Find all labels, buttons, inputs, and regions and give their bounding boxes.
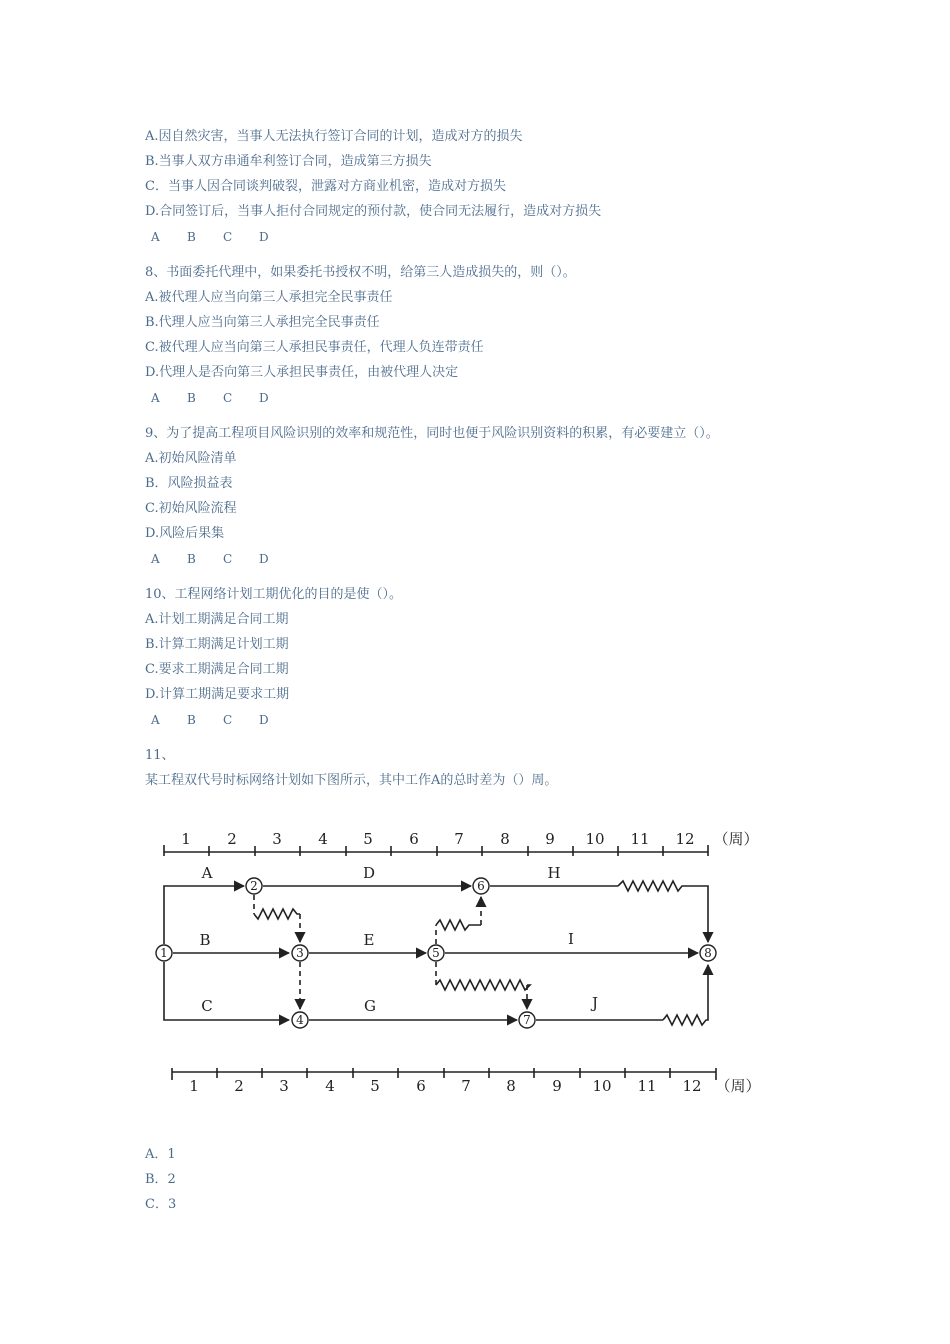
- q10-option-a: A.计划工期满足合同工期: [145, 612, 289, 627]
- node-1-label: 1: [160, 946, 168, 960]
- bottom-scale-label: 2: [234, 1077, 244, 1095]
- q9-choice-a[interactable]: A: [151, 552, 160, 566]
- q7-option-d: D.合同签订后，当事人拒付合同规定的预付款，使合同无法履行，造成对方损失: [145, 204, 602, 219]
- node-3-label: 3: [296, 946, 304, 960]
- network-diagram: [150, 822, 770, 1111]
- top-scale-label: 12: [675, 830, 695, 848]
- q7-choice-d[interactable]: D: [259, 230, 269, 244]
- q8-choice-row: [151, 390, 295, 406]
- node-6-label: 6: [477, 879, 485, 893]
- top-scale-label: 1: [181, 830, 191, 848]
- top-scale-label: 10: [585, 830, 605, 848]
- activity-b-label: B: [199, 931, 211, 949]
- q9-choice-row: [151, 551, 295, 567]
- q9-option-c: C.初始风险流程: [145, 501, 237, 516]
- activity-j-freefloat-wave: [663, 965, 708, 1025]
- node-2-label: 2: [250, 879, 258, 893]
- activity-i-label: I: [568, 930, 574, 948]
- q8-option-b: B.代理人应当向第三人承担完全民事责任: [145, 315, 380, 330]
- top-scale-label: 5: [363, 830, 373, 848]
- bottom-time-scale: [172, 1068, 716, 1080]
- q9-choice-b[interactable]: B: [187, 552, 196, 566]
- bottom-scale-label: 8: [506, 1077, 516, 1095]
- bottom-scale-label: 11: [637, 1077, 657, 1095]
- node-8-label: 8: [704, 946, 712, 960]
- activity-j-label: J: [591, 994, 599, 1012]
- q8-choice-d[interactable]: D: [259, 391, 269, 405]
- q11-option-c[interactable]: C．3: [145, 1197, 177, 1212]
- q8-choice-a[interactable]: A: [151, 391, 160, 405]
- q7-choice-b[interactable]: B: [187, 230, 196, 244]
- network-diagram-svg: [150, 822, 770, 1107]
- bottom-scale-label: 12: [682, 1077, 702, 1095]
- q9-option-a: A.初始风险清单: [145, 451, 237, 466]
- q8-choice-c[interactable]: C: [223, 391, 233, 405]
- bottom-scale-label: 6: [416, 1077, 426, 1095]
- dummy-5-6-wave: [436, 920, 481, 930]
- activity-h-label: H: [547, 864, 561, 882]
- q8-option-a: A.被代理人应当向第三人承担完全民事责任: [145, 290, 393, 305]
- bottom-scale-unit: （周）: [715, 1077, 761, 1095]
- q10-option-b: B.计算工期满足计划工期: [145, 637, 289, 652]
- top-scale-label: 3: [272, 830, 282, 848]
- q10-stem: 10、工程网络计划工期优化的目的是使（）。: [145, 587, 403, 602]
- node-7-label: 7: [523, 1013, 531, 1027]
- q10-choice-c[interactable]: C: [223, 713, 233, 727]
- top-scale-label: 6: [409, 830, 419, 848]
- q11-number: 11、: [145, 748, 175, 763]
- bottom-scale-label: 5: [370, 1077, 380, 1095]
- q7-choice-row: [151, 229, 295, 245]
- q11-stem: 某工程双代号时标网络计划如下图所示，其中工作A的总时差为（）周。: [145, 773, 558, 788]
- node-4-label: 4: [296, 1013, 304, 1027]
- q7-option-c: C．当事人因合同谈判破裂，泄露对方商业机密，造成对方损失: [145, 179, 506, 194]
- q10-choice-a[interactable]: A: [151, 713, 160, 727]
- q8-option-d: D.代理人是否向第三人承担民事责任，由被代理人决定: [145, 365, 459, 380]
- dummy-5-7-wave: [436, 980, 530, 990]
- q9-stem: 9、为了提高工程项目风险识别的效率和规范性，同时也便于风险识别资料的积累，有必要建立（）。: [145, 426, 719, 441]
- bottom-scale-label: 7: [461, 1077, 471, 1095]
- activity-g-label: G: [364, 997, 376, 1015]
- activity-d-label: D: [362, 864, 376, 882]
- q7-option-b: B.当事人双方串通牟利签订合同，造成第三方损失: [145, 154, 432, 169]
- q10-option-d: D.计算工期满足要求工期: [145, 687, 290, 702]
- q11-option-b[interactable]: B．2: [145, 1172, 176, 1187]
- q9-choice-d[interactable]: D: [259, 552, 269, 566]
- bottom-scale-label: 1: [189, 1077, 199, 1095]
- q8-choice-b[interactable]: B: [187, 391, 196, 405]
- bottom-scale-label: 9: [552, 1077, 562, 1095]
- q9-option-b: B．风险损益表: [145, 476, 233, 491]
- top-scale-label: 2: [227, 830, 237, 848]
- q8-option-c: C.被代理人应当向第三人承担民事责任，代理人负连带责任: [145, 340, 484, 355]
- activity-a-label: A: [201, 864, 213, 882]
- bottom-scale-label: 3: [279, 1077, 289, 1095]
- q10-choice-b[interactable]: B: [187, 713, 196, 727]
- q7-choice-a[interactable]: A: [151, 230, 160, 244]
- q7-choice-c[interactable]: C: [223, 230, 233, 244]
- bottom-scale-label: 4: [325, 1077, 335, 1095]
- q11-option-a[interactable]: A．1: [145, 1147, 176, 1162]
- top-scale-label: 7: [454, 830, 464, 848]
- bottom-scale-label: 10: [592, 1077, 612, 1095]
- node-5-label: 5: [432, 946, 440, 960]
- top-scale-label: 4: [318, 830, 328, 848]
- q9-choice-c[interactable]: C: [223, 552, 233, 566]
- q10-choice-row: [151, 712, 295, 728]
- top-scale-label: 8: [500, 830, 510, 848]
- q10-choice-d[interactable]: D: [259, 713, 269, 727]
- activity-c-label: C: [201, 997, 213, 1015]
- q9-option-d: D.风险后果集: [145, 526, 225, 541]
- activity-e-label: E: [363, 931, 375, 949]
- top-scale-label: 9: [545, 830, 555, 848]
- dummy-2-3-wave: [254, 909, 300, 919]
- top-scale-label: 11: [630, 830, 650, 848]
- q10-option-c: C.要求工期满足合同工期: [145, 662, 289, 677]
- activity-h-freefloat-wave: [618, 881, 708, 942]
- q7-option-a: A.因自然灾害，当事人无法执行签订合同的计划，造成对方的损失: [145, 129, 523, 144]
- top-time-scale: [164, 845, 708, 856]
- q8-stem: 8、书面委托代理中，如果委托书授权不明，给第三人造成损失的，则（）。: [145, 265, 576, 280]
- activity-c-arrow: [164, 962, 289, 1020]
- top-scale-unit: （周）: [713, 830, 759, 848]
